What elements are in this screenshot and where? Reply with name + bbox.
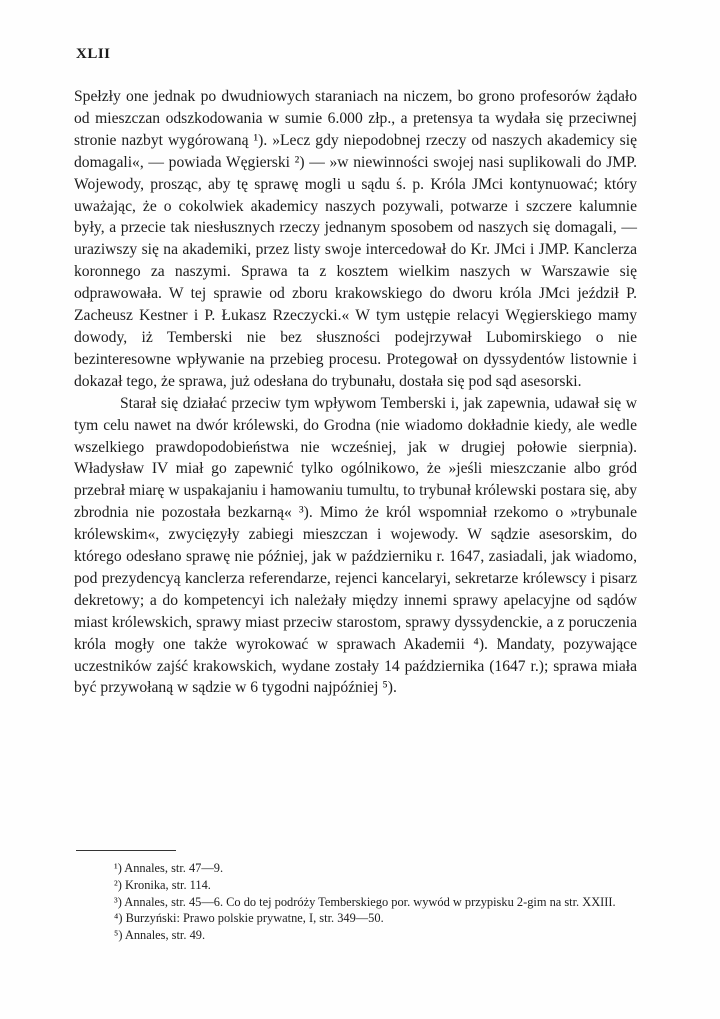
footnote-1 bbox=[76, 860, 636, 877]
footnote-4 bbox=[76, 910, 636, 927]
footnote-text: Annales, str. 45—6. Co do tej podróży Temberskiego por. wywód w przypisku 2-gim na str. XXIII. bbox=[124, 894, 616, 909]
page-number: XLII bbox=[76, 46, 111, 62]
footnote-divider bbox=[76, 850, 176, 851]
paragraph-1: Spełzły one jednak po dwudniowych staraniach na niczem, bo grono profesorów żądało od mieszczan odszkodowania w sumie 6.000 złp., a pretensya ta wydała się przeciwnej stronie nazbyt wygórowaną ¹). »Lecz gdy niepodobnej rzeczy od naszych akademicy się domagali«, — powiada Węgierski ²) — »w niewinności swojej nasi suplikowali do JMP. Wojewody, prosząc, aby tę sprawę mogli u sądu ś. p. Króla JMci kontynuować; który uważając, że o cokolwiek akademicy naszych pozywali, potwarze i szczere kalumnie były, a przecie tak niesłusznych rzeczy jednanym sposobem od naszych się domagali, — uraziwszy się na akademiki, przez listy swoje intercedował do Kr. JMci i JMP. Kanclerza koronnego za naszymi. Sprawa ta z kosztem wielkim naszych w Warszawie się odprawowała. W tej sprawie od zboru krakowskiego do dworu króla JMci jeździł P. Zacheusz Kestner i P. Łukasz Rzeczycki.« W tym ustępie relacyi Węgierskiego mamy dowody, iż Temberski nie bez słuszności podejrzywał Lubomirskiego o nie bezinteresowne wpływanie na przebieg procesu. Protegował on dyssydentów listownie i dokazał tego, że sprawa, już odesłana do trybunału, dostała się pod sąd asesorski. bbox=[74, 88, 637, 390]
footnote-text: Annales, str. 49. bbox=[124, 928, 206, 943]
footnote-mark: ²) bbox=[114, 877, 122, 892]
footnote-2 bbox=[76, 877, 636, 894]
footnotes bbox=[76, 860, 636, 944]
main-text bbox=[74, 86, 637, 699]
footnote-mark: ³) bbox=[114, 894, 122, 909]
footnote-text: Annales, str. 47—9. bbox=[124, 861, 224, 875]
footnote-mark: ⁴) bbox=[114, 911, 123, 926]
paragraph-2: Starał się działać przeciw tym wpływom Temberski i, jak zapewnia, udawał się w tym celu nawet na dwór królewski, do Grodna (nie wiadomo dokładnie kiedy, ale wedle wszelkiego prawdopodobieństwa nie wcześniej, jak w drugiej połowie sierpnia). Władysław IV miał go zapewnić tylko ogólnikowo, że »jeśli mieszczanie albo gród przebrał miarę w uspakajaniu i hamowaniu tumultu, to trybunał królewski postara się, aby zbrodnia nie pozostała bezkarną« ³). Mimo że król wspomniał rzekomo o »trybunale królewskim«, zwycięzyły zabiegi mieszczan i wojewody. W sądzie asesorskim, do którego odesłano sprawę nie później, jak w październiku r. 1647, zasiadali, jak wiadomo, pod prezydencyą kanclerza referendarze, rejenci kancelaryi, sekretarze królewscy i pisarz dekretowy; a do kompetencyi ich należały między innemi sprawy apelacyjne od sądów miast królewskich, sprawy miast przeciw starostom, sprawy dyssydenckie, a z poruczenia króla mogły one także wyrokować w sprawach Akademii ⁴). Mandaty, pozywające uczestników zajść krakowskich, wydane zostały 14 października (1647 r.); sprawa miała być przywołaną w sądzie w 6 tygodni najpóźniej ⁵). bbox=[74, 394, 637, 697]
footnote-mark: ¹) bbox=[114, 861, 122, 875]
footnote-3 bbox=[76, 894, 636, 911]
footnote-5 bbox=[76, 927, 636, 944]
footnote-mark: ⁵) bbox=[114, 928, 123, 943]
footnote-text: Burzyński: Prawo polskie prywatne, I, str. 349—50. bbox=[125, 911, 384, 926]
footnote-text: Kronika, str. 114. bbox=[124, 877, 211, 892]
